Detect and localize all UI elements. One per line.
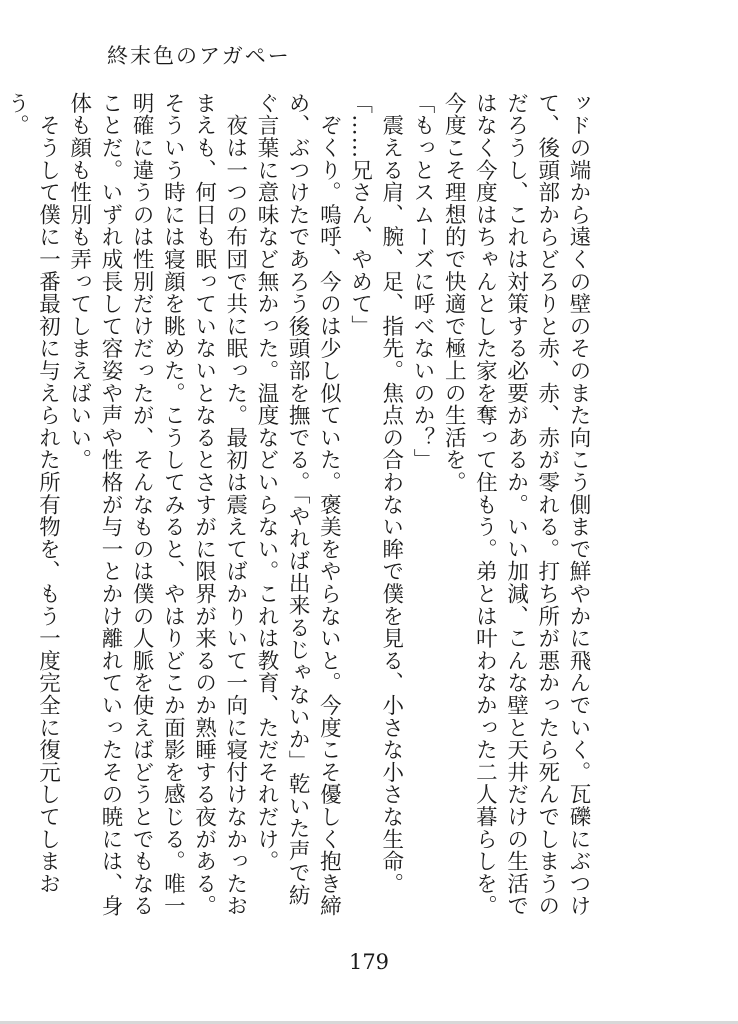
running-title: 終末色のアガペー	[107, 44, 291, 68]
paragraph-3: 震える肩、腕、足、指先。焦点の合わない眸で僕を見る、小さな小さな生命。	[378, 92, 404, 895]
paragraph-2: 「もっとスムーズに呼べないのか？」	[409, 92, 435, 472]
vertical-body-text	[4, 92, 594, 922]
paragraph-7: そうして僕に一番最初に与えられた所有物を、もう一度完全に復元してしまおう。	[4, 92, 61, 895]
paragraph-6: 夜は一つの布団で共に眠った。最初は震えてばかりいて一向に寝付けなかったおまえも、何日も眠っていないとなるとさすがに限界が来るのか熟睡する夜がある。そういう時には寝顔を眺めた。こうしてみると、やはりどこか面影を感じる。唯一明確に違うのは性別だけだったが、そんなものは僕の人脈を使えばどうとでもなることだ。いずれ成長して容姿や声や性格が与一とかけ離れていったその暁には、身体も顔も性別も弄ってしまえばいい。	[66, 92, 248, 918]
paragraph-1: ッドの端から遠くの壁のそのまた向こう側まで鮮やかに飛んでいく。瓦礫にぶつけて、後頭部からどろりと赤、赤、赤が零れる。打ち所が悪かったら死んでしまうのだろうし、これは対策する必要があるか。いい加減、こんな壁と天井だけの生活ではなく今度はちゃんとした家を奪って住もう。弟とは叶わなかった二人暮らしを。今度こそ理想的で快適で極上の生活を。	[441, 92, 591, 918]
paragraph-5: ぞくり。嗚呼、今のは少し似ていた。褒美をやらないと。今度こそ優しく抱き締め、ぶつけたであろう後頭部を撫でる。「やれば出来るじゃないか」乾いた声で紡ぐ言葉に意味など無かった。温度などいらない。これは教育、ただそれだけ。	[253, 92, 342, 918]
paragraph-4: 「……兄さん、やめて」	[347, 92, 373, 338]
page-number: 179	[348, 950, 390, 974]
